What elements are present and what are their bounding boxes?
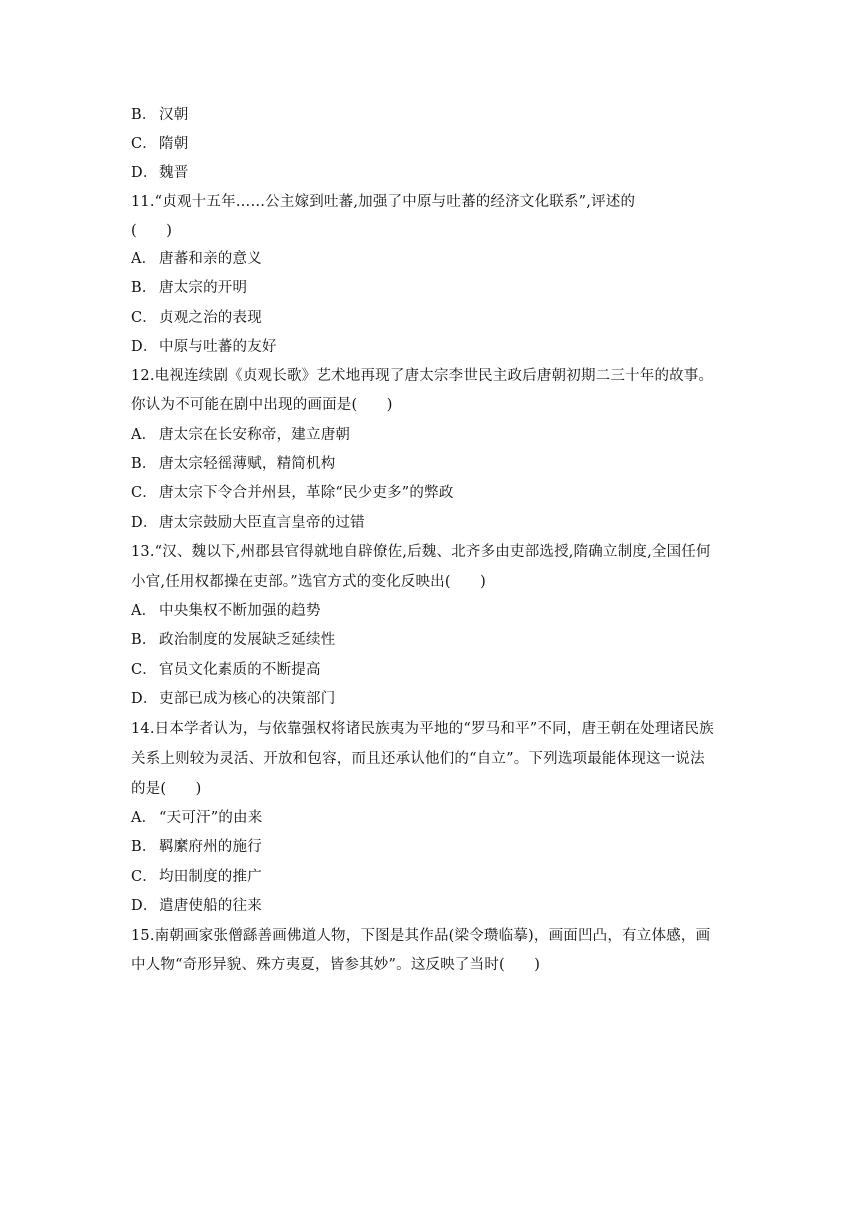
q11-stem-line-2: ( ) <box>131 223 173 239</box>
option-text: 官员文化素质的不断提高 <box>159 662 321 678</box>
q15-stem-line-2: 中人物“奇形异貌、殊方夷夏，皆参其妙”。这反映了当时( ) <box>131 957 541 973</box>
q13-option-b <box>131 630 335 650</box>
q10-option-c <box>131 134 188 154</box>
option-letter: C． <box>131 485 157 501</box>
option-letter: B． <box>131 632 157 648</box>
q13-option-a <box>131 601 321 621</box>
option-letter: B． <box>131 839 157 855</box>
q12-option-c <box>131 483 454 503</box>
option-text: 汉朝 <box>159 107 189 123</box>
option-text: 均田制度的推广 <box>159 869 262 885</box>
q11-option-a <box>131 249 262 269</box>
option-text: 唐太宗下令合并州县，革除“民少吏多”的弊政 <box>159 485 454 501</box>
option-letter: A． <box>131 251 157 267</box>
option-letter: B． <box>131 280 157 296</box>
q12-option-a <box>131 425 350 445</box>
q11-stem-line-1: 11.“贞观十五年……公主嫁到吐蕃,加强了中原与吐蕃的经济文化联系”,评述的 <box>131 194 636 210</box>
q14-option-a <box>131 808 262 828</box>
q14-option-b <box>131 837 262 857</box>
option-text: 唐太宗在长安称帝，建立唐朝 <box>159 427 351 443</box>
q13-option-c <box>131 660 321 680</box>
option-text: 唐太宗鼓励大臣直言皇帝的过错 <box>159 515 365 531</box>
option-letter: D． <box>131 515 158 531</box>
q14-stem-line-1: 14.日本学者认为，与依靠强权将诸民族夷为平地的“罗马和平”不同，唐王朝在处理诸民族 <box>131 721 714 737</box>
q11-option-b <box>131 278 247 298</box>
option-text: 中央集权不断加强的趋势 <box>159 603 321 619</box>
option-text: 贞观之治的表现 <box>159 310 262 326</box>
option-letter: C． <box>131 662 157 678</box>
option-letter: B． <box>131 107 157 123</box>
q12-stem-line-2: 你认为不可能在剧中出现的画面是( ) <box>131 397 393 413</box>
option-letter: D． <box>131 898 158 914</box>
option-text: 唐太宗轻徭薄赋，精简机构 <box>159 456 336 472</box>
q10-option-b <box>131 105 188 125</box>
option-text: 唐太宗的开明 <box>159 280 248 296</box>
q13-option-d <box>131 689 335 709</box>
option-text: 吏部已成为核心的决策部门 <box>159 691 336 707</box>
option-letter: A． <box>131 810 157 826</box>
option-letter: C． <box>131 310 157 326</box>
option-text: 中原与吐蕃的友好 <box>159 339 277 355</box>
option-text: 隋朝 <box>159 136 189 152</box>
option-letter: D． <box>131 691 158 707</box>
option-letter: D． <box>131 339 158 355</box>
q12-option-d <box>131 513 365 533</box>
option-letter: A． <box>131 603 157 619</box>
option-letter: A． <box>131 427 157 443</box>
q14-stem-line-2: 关系上则较为灵活、开放和包容，而且还承认他们的“自立”。下列选项最能体现这一说法 <box>131 751 705 767</box>
q14-option-c <box>131 867 262 887</box>
q12-option-b <box>131 454 335 474</box>
option-letter: C． <box>131 136 157 152</box>
option-text: 遣唐使船的往来 <box>159 898 262 914</box>
q14-option-d <box>131 896 262 916</box>
option-text: “天可汗”的由来 <box>159 810 263 826</box>
q11-option-d <box>131 337 277 357</box>
q12-stem-line-1: 12.电视连续剧《贞观长歌》艺术地再现了唐太宗李世民主政后唐朝初期二三十年的故事。 <box>131 368 714 384</box>
option-letter: B． <box>131 456 157 472</box>
option-letter: C． <box>131 869 157 885</box>
q13-stem-line-1: 13.“汉、魏以下,州郡县官得就地自辟僚佐,后魏、北齐多由吏部选授,隋确立制度,全国任何 <box>131 544 711 560</box>
option-text: 政治制度的发展缺乏延续性 <box>159 632 336 648</box>
option-letter: D． <box>131 165 158 181</box>
q11-option-c <box>131 308 262 328</box>
q14-stem-line-3: 的是( ) <box>131 781 202 797</box>
option-text: 魏晋 <box>159 165 189 181</box>
q13-stem-line-2: 小官,任用权都操在吏部。”选官方式的变化反映出( ) <box>131 574 486 590</box>
q10-option-d <box>131 163 188 183</box>
option-text: 羁縻府州的施行 <box>159 839 262 855</box>
q15-stem-line-1: 15.南朝画家张僧繇善画佛道人物，下图是其作品(梁令瓒临摹)，画面凹凸，有立体感，画 <box>131 928 711 944</box>
option-text: 唐蕃和亲的意义 <box>159 251 262 267</box>
